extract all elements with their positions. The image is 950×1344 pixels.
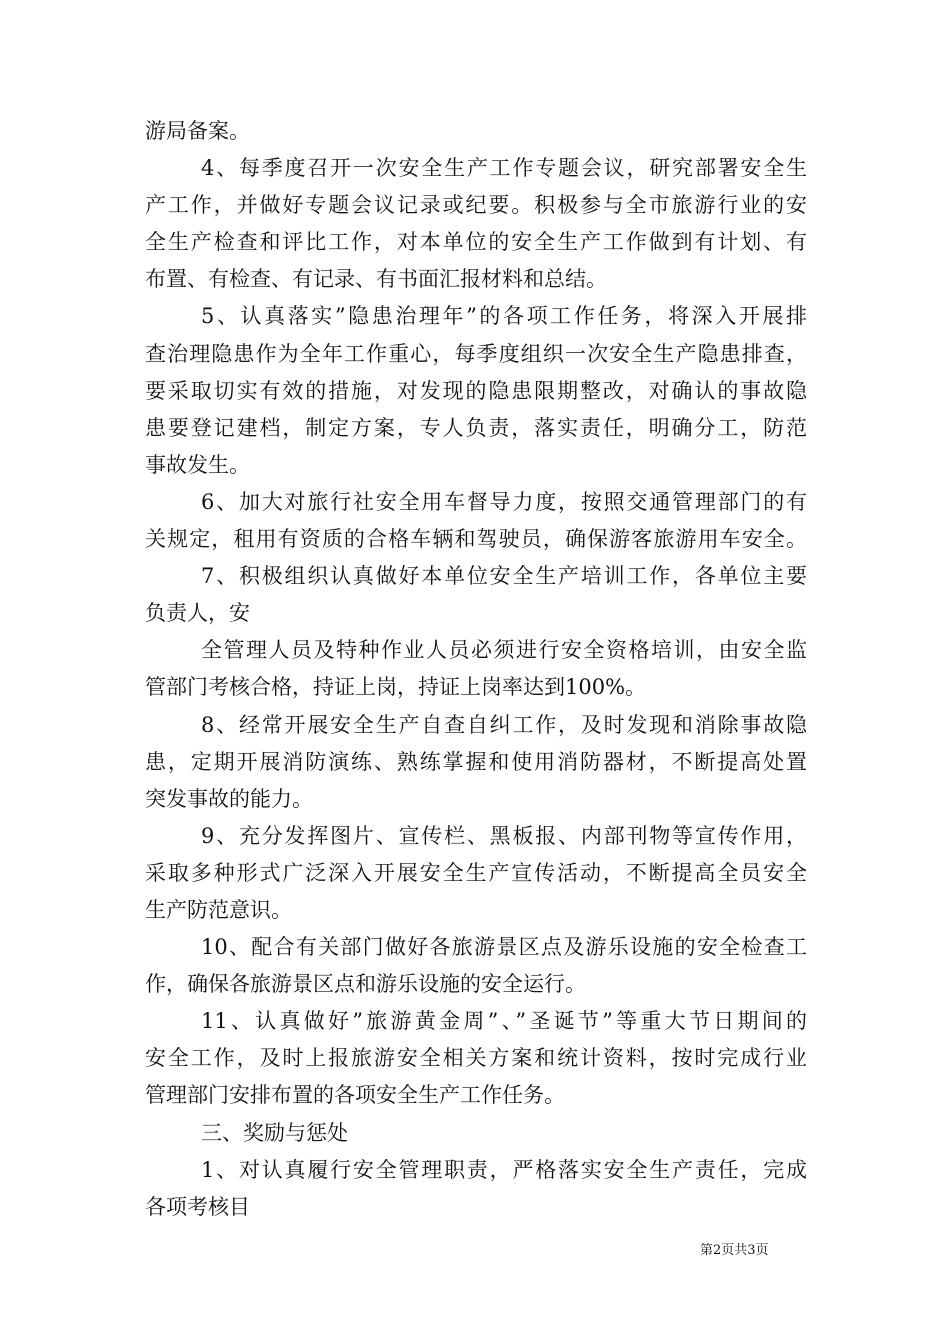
text-line: 布置、有检查、有记录、有书面汇报材料和总结。 [145, 267, 607, 292]
text-line: 7、积极组织认真做好本单位安全生产培训工作，各单位主要 [201, 564, 807, 589]
text-line: 8、经常开展安全生产自查自纠工作，及时发现和消除事故隐 [201, 712, 807, 737]
text-line: 4、每季度召开一次安全生产工作专题会议，研究部署安全生 [201, 156, 807, 181]
text-line: 患，定期开展消防演练、熟练掌握和使用消防器材，不断提高处置 [145, 749, 807, 774]
text-line: 查治理隐患作为全年工作重心，每季度组织一次安全生产隐患排查， [145, 341, 807, 366]
text-line: 生产防范意识。 [145, 897, 292, 922]
text-line: 负责人，安 [145, 601, 250, 626]
text-line: 全管理人员及特种作业人员必须进行安全资格培训，由安全监 [201, 638, 807, 663]
page-number: 第2页共3页 [700, 1243, 769, 1258]
text-line: 5、认真落实”隐患治理年”的各项工作任务，将深入开展排 [201, 304, 807, 329]
text-line: 11、认真做好”旅游黄金周”、”圣诞节”等重大节日期间的 [201, 1009, 807, 1034]
text-line: 10、配合有关部门做好各旅游景区点及游乐设施的安全检查工 [201, 935, 807, 960]
text-line: 采取多种形式广泛深入开展安全生产宣传活动，不断提高全员安全 [145, 860, 807, 885]
text-line: 6、加大对旅行社安全用车督导力度，按照交通管理部门的有 [201, 489, 807, 514]
text-line: 1、对认真履行安全管理职责，严格落实安全生产责任，完成 [201, 1157, 807, 1182]
document-body [145, 113, 807, 1226]
text-line: 患要登记建档，制定方案，专人负责，落实责任，明确分工，防范 [145, 415, 807, 440]
text-line: 管理部门安排布置的各项安全生产工作任务。 [145, 1083, 565, 1108]
text-line: 各项考核目 [145, 1194, 250, 1219]
text-line: 管部门考核合格，持证上岗，持证上岗率达到100%。 [145, 675, 647, 700]
text-line: 事故发生。 [145, 452, 250, 477]
text-line: 9、充分发挥图片、宣传栏、黑板报、内部刊物等宣传作用， [201, 823, 807, 848]
text-line: 全生产检查和评比工作，对本单位的安全生产工作做到有计划、有 [145, 230, 807, 255]
text-line: 作，确保各旅游景区点和游乐设施的安全运行。 [145, 972, 586, 997]
text-line: 突发事故的能力。 [145, 786, 313, 811]
text-line: 游局备案。 [145, 119, 250, 143]
text-line: 关规定，租用有资质的合格车辆和驾驶员，确保游客旅游用车安全。 [145, 527, 807, 552]
text-line: 产工作，并做好专题会议记录或纪要。积极参与全市旅游行业的安 [145, 193, 807, 218]
text-line: 安全工作，及时上报旅游安全相关方案和统计资料，按时完成行业 [145, 1046, 807, 1071]
text-line: 要采取切实有效的措施，对发现的隐患限期整改，对确认的事故隐 [145, 378, 807, 403]
section-heading: 三、奖励与惩处 [201, 1120, 348, 1145]
